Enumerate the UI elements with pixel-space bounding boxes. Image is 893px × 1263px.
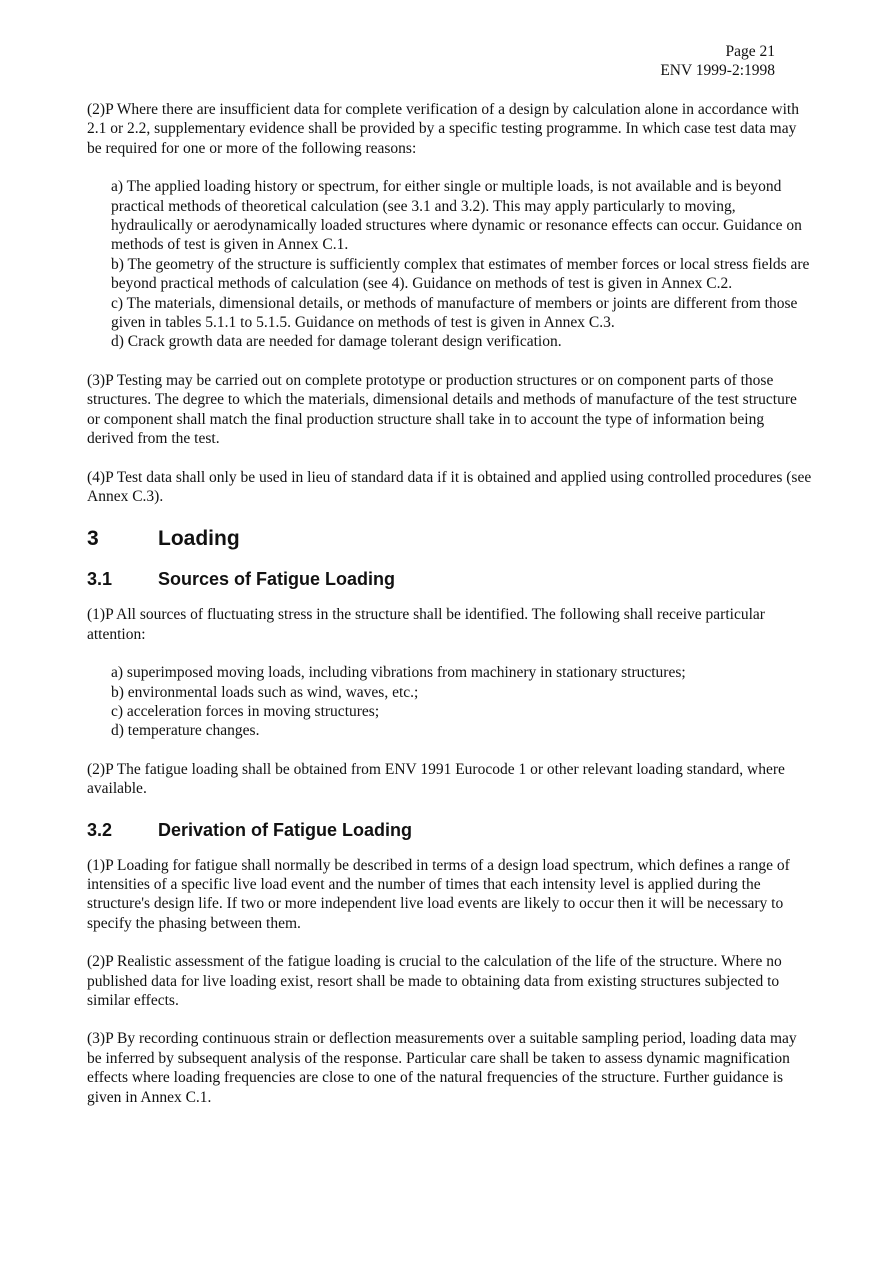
list-item: a) The applied loading history or spectrum, for either single or multiple loads, is not available and is beyond practical methods of theoretical calculation (see 3.1 and 3.2). This may apply particularly to moving, hydraulically or aerodynamically loaded structures where dynamic or resonance effects can occur. Guidance on methods of test is given in Annex C.1. (111, 178, 802, 254)
page-content (87, 100, 812, 1126)
section-heading-3-1 (87, 567, 812, 591)
section-number: 3.1 (87, 569, 113, 590)
paragraph-3-1-1p: (1)P All sources of fluctuating stress in the structure shall be identified. The following shall receive particular attention: (87, 606, 765, 643)
paragraph-3p-testing: (3)P Testing may be carried out on complete prototype or production structures or on component parts of those structures. The degree to which the materials, dimensional details and methods of manufacture of the test structure or component shall match the final production structure shall take in to account the type of information being derived from the test. (87, 371, 797, 448)
section-title: Loading (158, 527, 240, 551)
section-heading-3 (87, 525, 812, 553)
list-item: d) temperature changes. (111, 722, 260, 740)
section-title: Sources of Fatigue Loading (158, 569, 396, 590)
list-item: c) The materials, dimensional details, or methods of manufacture of members or joints are different from those given in tables 5.1.1 to 5.1.5. Guidance on methods of test is given in Annex C.3. (111, 294, 798, 332)
list-item: a) superimposed moving loads, including vibrations from machinery in stationary structures; (111, 664, 686, 682)
document-id: ENV 1999-2:1998 (660, 62, 775, 79)
section-number: 3.2 (87, 819, 113, 840)
section-number: 3 (87, 527, 99, 551)
paragraph-3-2-3p: (3)P By recording continuous strain or deflection measurements over a suitable sampling period, loading data may be inferred by subsequent analysis of the response. Particular care shall be taken to assess dynamic magnification effects where loading frequencies are close to one of the natural frequencies of the structure. Further guidance is given in Annex C.1. (87, 1030, 797, 1106)
paragraph-3-2-1p: (1)P Loading for fatigue shall normally be described in terms of a design load spectrum, which defines a range of intensities of a specific live load event and the number of times that each intensity level is applied during the structure's design life. If two or more independent live load events are likely to occur then it will be necessary to specify the phasing between them. (87, 856, 790, 932)
list-item: c) acceleration forces in moving structures; (111, 702, 380, 720)
reasons-list (111, 177, 812, 352)
paragraph-4p-testing: (4)P Test data shall only be used in lieu of standard data if it is obtained and applied using controlled procedures (see Annex C.3). (87, 468, 812, 505)
paragraph-2p-testing: (2)P Where there are insufficient data for complete verification of a design by calculation alone in accordance with 2.1 or 2.2, supplementary evidence shall be provided by a specific testing programme. In which case test data may be required for one or more of the following reasons: (87, 101, 799, 157)
list-item: b) The geometry of the structure is sufficiently complex that estimates of member forces or local stress fields are beyond practical methods of calculation (see 4). Guidance on methods of test is given in Annex C.2. (111, 255, 810, 293)
paragraph-3-2-2p: (2)P Realistic assessment of the fatigue loading is crucial to the calculation of the life of the structure. Where no published data for live loading exist, resort shall be made to obtaining data from existing structures subjected to similar effects. (87, 953, 782, 1009)
sources-list (111, 663, 812, 741)
page-header (660, 42, 775, 80)
paragraph-3-1-2p: (2)P The fatigue loading shall be obtained from ENV 1991 Eurocode 1 or other relevant loading standard, where available. (87, 760, 785, 798)
section-heading-3-2 (87, 818, 812, 842)
list-item: b) environmental loads such as wind, waves, etc.; (111, 683, 419, 701)
section-title: Derivation of Fatigue Loading (158, 819, 413, 840)
page-number: Page 21 (725, 43, 775, 60)
list-item: d) Crack growth data are needed for damage tolerant design verification. (111, 333, 562, 351)
